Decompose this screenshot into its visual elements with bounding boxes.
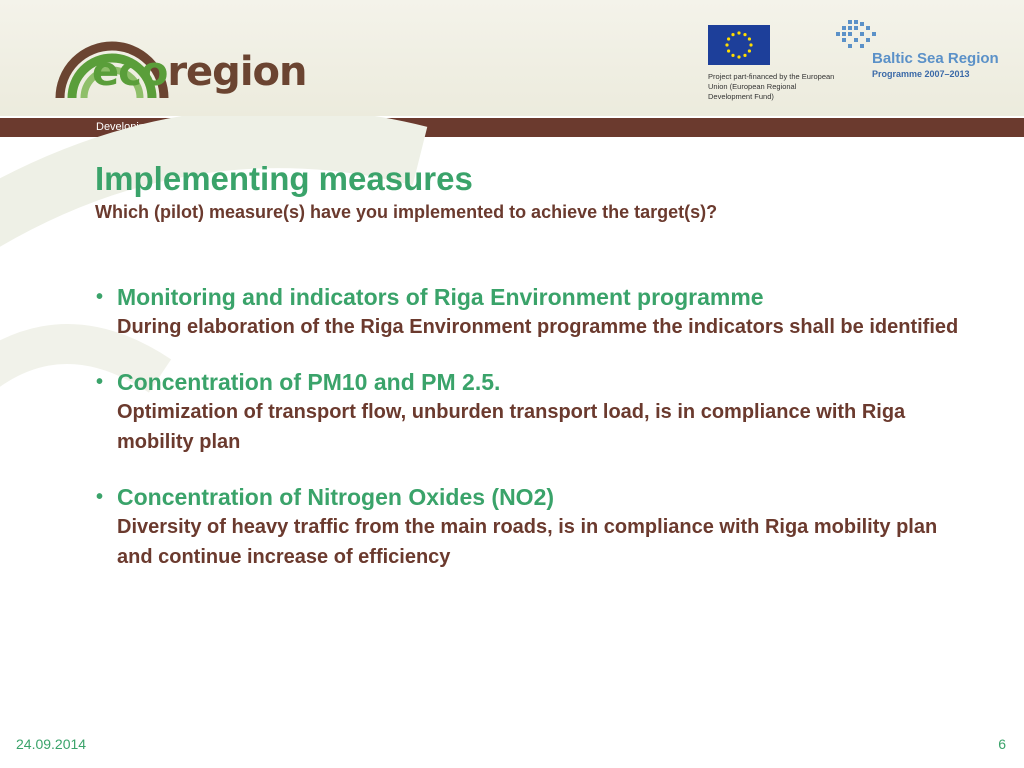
list-item bbox=[96, 482, 996, 572]
footer-date: 24.09.2014 bbox=[16, 736, 87, 752]
list-item-body: During elaboration of the Riga Environment programme the indicators shall be identified bbox=[117, 316, 959, 338]
tagline-text: Developing the BalticSeaRegion into the world’s first EcoRegion bbox=[96, 121, 408, 133]
baltic-sea-region-title: Baltic Sea Region bbox=[872, 50, 999, 67]
slide-title: Implementing measures bbox=[95, 160, 473, 197]
baltic-sea-region-programme: Programme 2007–2013 bbox=[872, 69, 970, 79]
ecoregion-logo-text bbox=[92, 49, 307, 95]
slide-subtitle: Which (pilot) measure(s) have you implemented to achieve the target(s)? bbox=[95, 202, 718, 222]
list-item-heading: Concentration of Nitrogen Oxides (NO2) bbox=[117, 484, 555, 510]
eu-flag-icon bbox=[708, 25, 770, 65]
list-item bbox=[96, 367, 996, 457]
list-item bbox=[96, 282, 996, 342]
page-number: 6 bbox=[998, 736, 1006, 752]
list-item-heading: Monitoring and indicators of Riga Environment programme bbox=[117, 284, 764, 310]
logo-text-eco: eco bbox=[92, 49, 168, 95]
eu-funding-caption: Project part-financed by the European Union (European Regional Development Fund) bbox=[708, 72, 835, 101]
list-item-body: Optimization of transport flow, unburden transport load, is in compliance with Riga mobility plan bbox=[117, 401, 906, 453]
logo-text-region: region bbox=[167, 49, 307, 95]
bullet-icon: • bbox=[96, 371, 104, 393]
list-item-heading: Concentration of PM10 and PM 2.5. bbox=[117, 369, 501, 395]
list-item-body: Diversity of heavy traffic from the main roads, is in compliance with Riga mobility plan and continue increase of efficiency bbox=[117, 516, 938, 568]
header bbox=[0, 0, 1024, 116]
measures-list bbox=[96, 282, 996, 597]
bullet-icon: • bbox=[96, 486, 104, 508]
bullet-icon: • bbox=[96, 286, 104, 308]
